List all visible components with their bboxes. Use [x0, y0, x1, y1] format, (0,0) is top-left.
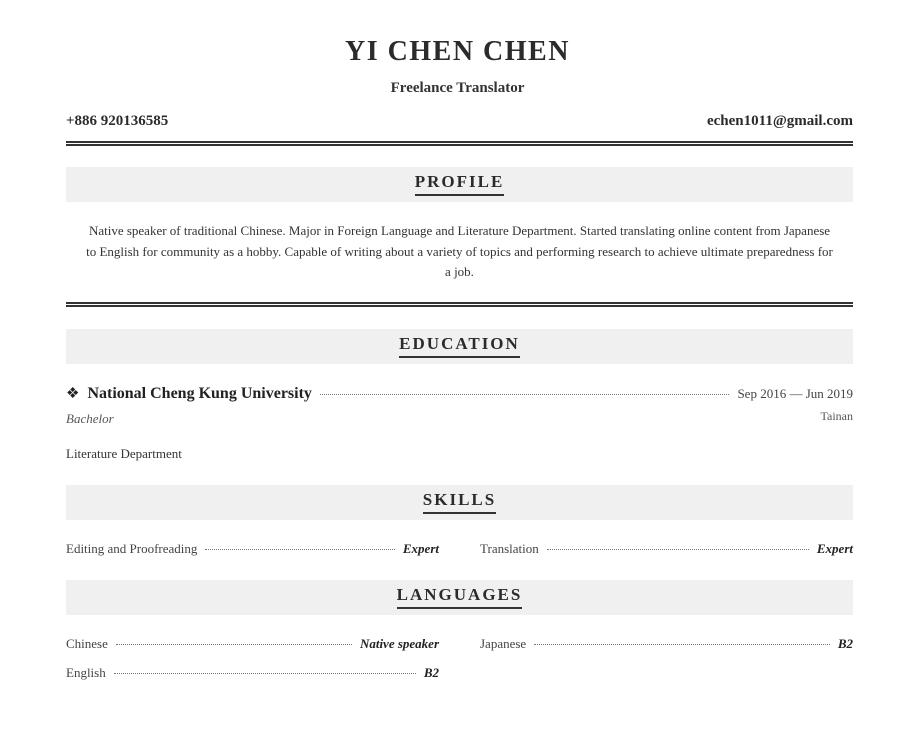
school-name: National Cheng Kung University	[87, 385, 312, 402]
skill-name: Translation	[480, 541, 539, 556]
degree: Bachelor	[66, 411, 114, 426]
language-level: B2	[837, 636, 853, 651]
job-title: Freelance Translator	[390, 80, 525, 96]
education-dates: Sep 2016 — Jun 2019	[737, 386, 853, 401]
education-heading-bar	[66, 329, 853, 364]
education-heading: EDUCATION	[399, 334, 520, 358]
language-level: Native speaker	[359, 636, 439, 651]
contact-line	[66, 113, 853, 133]
dotted-leader	[534, 644, 830, 645]
languages-heading: LANGUAGES	[397, 585, 523, 609]
language-item	[66, 665, 439, 685]
language-name: English	[66, 665, 106, 680]
skills-heading: SKILLS	[423, 490, 496, 514]
profile-heading-bar	[66, 167, 853, 202]
skill-item	[480, 541, 853, 561]
phone-number: +886 920136585	[66, 113, 169, 129]
profile-divider	[66, 302, 853, 307]
language-name: Chinese	[66, 636, 108, 651]
dotted-leader	[116, 644, 352, 645]
dotted-leader	[320, 394, 730, 395]
skill-level: Expert	[816, 541, 853, 556]
language-level: B2	[423, 665, 439, 680]
skill-level: Expert	[402, 541, 439, 556]
languages-heading-bar	[66, 580, 853, 615]
profile-heading: PROFILE	[415, 172, 505, 196]
education-city: Tainan	[820, 409, 853, 423]
candidate-name: YI CHEN CHEN	[345, 36, 570, 67]
header-divider	[66, 141, 853, 146]
education-entry	[66, 384, 853, 406]
skills-heading-bar	[66, 485, 853, 520]
diamond-cluster-icon: ❖	[66, 386, 80, 402]
email-address: echen1011@gmail.com	[706, 113, 853, 129]
education-description: Literature Department	[66, 446, 182, 461]
language-item	[480, 636, 853, 656]
dotted-leader	[547, 549, 809, 550]
dotted-leader	[205, 549, 394, 550]
language-name: Japanese	[480, 636, 527, 651]
dotted-leader	[114, 673, 416, 674]
skill-item	[66, 541, 439, 561]
skill-name: Editing and Proofreading	[66, 541, 198, 556]
language-item	[66, 636, 439, 656]
profile-summary: Native speaker of traditional Chinese. Major in Foreign Language and Literature Department. Started translating online content from Japanese to English for community as a hobby. Capable of writing about a variety of topics and performing research to achieve ultimate preparedness for a job.	[86, 223, 833, 279]
